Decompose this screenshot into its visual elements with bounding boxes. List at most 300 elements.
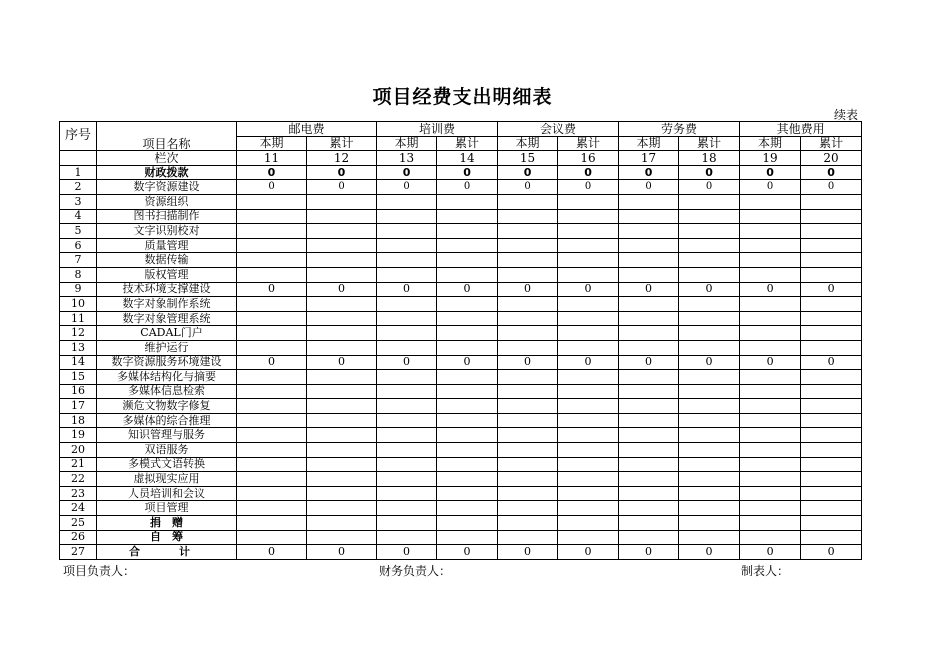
- row-value-cell: [801, 530, 862, 545]
- row-value-cell: [307, 238, 377, 253]
- row-value-cell: [619, 297, 679, 312]
- row-value-cell: [801, 501, 862, 516]
- table-row: [60, 194, 862, 209]
- header-name: 项目名称: [97, 122, 237, 151]
- table-row: [60, 501, 862, 516]
- row-value-cell: [377, 224, 437, 239]
- row-seq: 6: [60, 238, 97, 253]
- row-value-cell: [437, 399, 498, 414]
- row-value-cell: [437, 311, 498, 326]
- header-seq: 序号: [60, 122, 97, 151]
- row-value-cell: [437, 370, 498, 385]
- row-value-cell: [558, 530, 619, 545]
- row-value-cell: [498, 370, 558, 385]
- row-value-cell: [237, 399, 307, 414]
- row-item-name: 多模式文语转换: [97, 457, 237, 472]
- row-value-cell: [740, 501, 801, 516]
- row-value-cell: [437, 413, 498, 428]
- row-value-cell: [307, 311, 377, 326]
- row-item-name: 财政拨款: [97, 165, 237, 180]
- row-value-cell: [498, 443, 558, 458]
- row-value-cell: [437, 267, 498, 282]
- row-value-cell: [307, 486, 377, 501]
- row-value-cell: [679, 238, 740, 253]
- row-value-cell: 0: [437, 355, 498, 370]
- header-sub-current: 本期: [740, 136, 801, 151]
- row-value-cell: [558, 457, 619, 472]
- row-value-cell: [498, 326, 558, 341]
- row-seq: 12: [60, 326, 97, 341]
- row-value-cell: [307, 443, 377, 458]
- colnum-cell: 20: [801, 151, 862, 166]
- row-value-cell: 0: [619, 165, 679, 180]
- row-value-cell: [558, 516, 619, 531]
- row-value-cell: 0: [558, 355, 619, 370]
- row-item-name: 虚拟现实应用: [97, 472, 237, 487]
- table-row: [60, 545, 862, 560]
- row-value-cell: [377, 399, 437, 414]
- row-value-cell: [558, 486, 619, 501]
- row-value-cell: [237, 501, 307, 516]
- row-value-cell: 0: [558, 180, 619, 195]
- row-seq: 3: [60, 194, 97, 209]
- row-value-cell: [237, 516, 307, 531]
- row-value-cell: [377, 253, 437, 268]
- row-value-cell: [619, 486, 679, 501]
- row-value-cell: [377, 530, 437, 545]
- header-sub-cumulative: 累计: [307, 136, 377, 151]
- row-value-cell: [377, 472, 437, 487]
- row-item-name: 多媒体信息检索: [97, 384, 237, 399]
- row-value-cell: 0: [237, 545, 307, 560]
- row-value-cell: [237, 384, 307, 399]
- colnum-cell: 16: [558, 151, 619, 166]
- row-value-cell: 0: [307, 282, 377, 297]
- row-value-cell: [558, 501, 619, 516]
- row-value-cell: 0: [801, 282, 862, 297]
- row-value-cell: [619, 457, 679, 472]
- table-row: [60, 209, 862, 224]
- row-value-cell: [437, 209, 498, 224]
- header-sub-current: 本期: [619, 136, 679, 151]
- row-item-name: 双语服务: [97, 443, 237, 458]
- row-value-cell: [498, 413, 558, 428]
- table-row: [60, 370, 862, 385]
- row-value-cell: 0: [498, 180, 558, 195]
- row-value-cell: [437, 486, 498, 501]
- row-value-cell: 0: [558, 165, 619, 180]
- row-value-cell: [307, 209, 377, 224]
- row-value-cell: [237, 238, 307, 253]
- row-value-cell: [619, 194, 679, 209]
- header-sub-current: 本期: [498, 136, 558, 151]
- row-value-cell: [237, 297, 307, 312]
- row-seq: 8: [60, 267, 97, 282]
- row-value-cell: [377, 311, 437, 326]
- row-value-cell: [498, 516, 558, 531]
- row-value-cell: [307, 428, 377, 443]
- table-row: [60, 224, 862, 239]
- header-sub-cumulative: 累计: [801, 136, 862, 151]
- row-value-cell: [558, 443, 619, 458]
- row-seq: 4: [60, 209, 97, 224]
- row-value-cell: [740, 297, 801, 312]
- row-value-cell: [307, 399, 377, 414]
- table-row: [60, 486, 862, 501]
- row-value-cell: [237, 224, 307, 239]
- row-value-cell: [237, 457, 307, 472]
- row-value-cell: 0: [498, 355, 558, 370]
- row-value-cell: [237, 486, 307, 501]
- row-value-cell: 0: [498, 165, 558, 180]
- row-value-cell: [801, 443, 862, 458]
- row-seq: 17: [60, 399, 97, 414]
- header-group-meeting: 会议费: [498, 122, 619, 137]
- row-value-cell: [740, 209, 801, 224]
- row-value-cell: [679, 370, 740, 385]
- row-value-cell: 0: [237, 355, 307, 370]
- row-value-cell: [740, 224, 801, 239]
- row-seq: 25: [60, 516, 97, 531]
- header-sub-cumulative: 累计: [437, 136, 498, 151]
- row-value-cell: [679, 384, 740, 399]
- colnum-cell: 14: [437, 151, 498, 166]
- row-value-cell: [377, 340, 437, 355]
- row-item-name: CADAL门户: [97, 326, 237, 341]
- row-seq: 11: [60, 311, 97, 326]
- row-value-cell: [619, 311, 679, 326]
- row-value-cell: [558, 224, 619, 239]
- row-value-cell: [498, 297, 558, 312]
- row-item-name: 捐 赠: [97, 516, 237, 531]
- table-row: [60, 311, 862, 326]
- row-value-cell: 0: [307, 180, 377, 195]
- header-row-colnum: [60, 151, 862, 166]
- row-value-cell: [377, 370, 437, 385]
- row-value-cell: [740, 194, 801, 209]
- row-seq: 24: [60, 501, 97, 516]
- row-value-cell: [679, 311, 740, 326]
- row-value-cell: 0: [740, 180, 801, 195]
- row-value-cell: [498, 224, 558, 239]
- row-value-cell: [377, 443, 437, 458]
- row-value-cell: [558, 267, 619, 282]
- row-value-cell: [558, 238, 619, 253]
- row-value-cell: 0: [237, 180, 307, 195]
- row-item-name: 合 计: [97, 545, 237, 560]
- colnum-cell: 11: [237, 151, 307, 166]
- row-item-name: 维护运行: [97, 340, 237, 355]
- row-seq: 26: [60, 530, 97, 545]
- row-item-name: 图书扫描制作: [97, 209, 237, 224]
- row-seq: 16: [60, 384, 97, 399]
- row-item-name: 自 筹: [97, 530, 237, 545]
- row-value-cell: [801, 340, 862, 355]
- row-value-cell: [801, 516, 862, 531]
- row-value-cell: [619, 238, 679, 253]
- row-value-cell: [558, 370, 619, 385]
- row-item-name: 人员培训和会议: [97, 486, 237, 501]
- row-value-cell: [558, 399, 619, 414]
- row-seq: 9: [60, 282, 97, 297]
- row-value-cell: 0: [740, 165, 801, 180]
- row-seq: 15: [60, 370, 97, 385]
- row-value-cell: [558, 311, 619, 326]
- header-group-training: 培训费: [377, 122, 498, 137]
- table-row: [60, 326, 862, 341]
- row-value-cell: 0: [307, 545, 377, 560]
- row-value-cell: 0: [619, 355, 679, 370]
- row-value-cell: [679, 253, 740, 268]
- row-value-cell: [740, 413, 801, 428]
- row-value-cell: 0: [679, 545, 740, 560]
- footer-finance-lead: 财务负责人：: [379, 564, 452, 578]
- row-value-cell: 0: [307, 355, 377, 370]
- row-value-cell: [377, 209, 437, 224]
- row-item-name: 技术环境支撑建设: [97, 282, 237, 297]
- table-row: [60, 413, 862, 428]
- row-value-cell: [437, 238, 498, 253]
- row-seq: 21: [60, 457, 97, 472]
- row-value-cell: [801, 297, 862, 312]
- row-value-cell: [801, 267, 862, 282]
- row-seq: 22: [60, 472, 97, 487]
- row-value-cell: [307, 340, 377, 355]
- row-value-cell: [437, 501, 498, 516]
- footer-project-lead: 项目负责人：: [63, 564, 136, 578]
- row-item-name: 版权管理: [97, 267, 237, 282]
- row-seq: 23: [60, 486, 97, 501]
- row-value-cell: [619, 530, 679, 545]
- row-value-cell: 0: [619, 180, 679, 195]
- table-row: [60, 297, 862, 312]
- table-row: [60, 355, 862, 370]
- table-row: [60, 530, 862, 545]
- table-row: [60, 399, 862, 414]
- row-value-cell: [619, 516, 679, 531]
- row-value-cell: [307, 194, 377, 209]
- row-item-name: 数据传输: [97, 253, 237, 268]
- table-row: [60, 267, 862, 282]
- colnum-cell: 12: [307, 151, 377, 166]
- row-value-cell: [498, 311, 558, 326]
- row-value-cell: [679, 457, 740, 472]
- row-value-cell: [498, 194, 558, 209]
- table-row: [60, 443, 862, 458]
- row-value-cell: [307, 530, 377, 545]
- table-row: [60, 384, 862, 399]
- row-value-cell: [679, 530, 740, 545]
- row-item-name: 资源组织: [97, 194, 237, 209]
- row-value-cell: 0: [307, 165, 377, 180]
- header-col-label: 栏次: [97, 151, 237, 166]
- row-value-cell: [740, 457, 801, 472]
- header-row-groups: [60, 122, 862, 137]
- row-value-cell: [558, 297, 619, 312]
- row-item-name: 文字识别校对: [97, 224, 237, 239]
- row-value-cell: [740, 443, 801, 458]
- table-row: [60, 457, 862, 472]
- row-value-cell: [377, 194, 437, 209]
- header-sub-cumulative: 累计: [679, 136, 740, 151]
- row-value-cell: [679, 486, 740, 501]
- row-value-cell: 0: [558, 282, 619, 297]
- row-seq: 2: [60, 180, 97, 195]
- colnum-cell: 13: [377, 151, 437, 166]
- row-value-cell: [619, 209, 679, 224]
- row-item-name: 多媒体的综合推理: [97, 413, 237, 428]
- row-value-cell: [498, 472, 558, 487]
- row-value-cell: [237, 311, 307, 326]
- row-value-cell: [740, 370, 801, 385]
- row-value-cell: [437, 530, 498, 545]
- row-value-cell: [237, 443, 307, 458]
- row-value-cell: [437, 326, 498, 341]
- row-value-cell: [619, 443, 679, 458]
- row-item-name: 数字资源建设: [97, 180, 237, 195]
- row-value-cell: 0: [437, 165, 498, 180]
- row-value-cell: [237, 194, 307, 209]
- table-row: [60, 340, 862, 355]
- row-seq: 19: [60, 428, 97, 443]
- row-value-cell: [801, 486, 862, 501]
- table-row: [60, 472, 862, 487]
- row-value-cell: [307, 370, 377, 385]
- row-value-cell: [307, 326, 377, 341]
- row-value-cell: 0: [619, 545, 679, 560]
- row-value-cell: [437, 253, 498, 268]
- header-sub-cumulative: 累计: [558, 136, 619, 151]
- row-value-cell: [498, 428, 558, 443]
- row-value-cell: [237, 209, 307, 224]
- row-value-cell: [437, 297, 498, 312]
- row-value-cell: [307, 297, 377, 312]
- table-row: [60, 253, 862, 268]
- row-value-cell: [679, 472, 740, 487]
- row-value-cell: 0: [740, 282, 801, 297]
- row-value-cell: 0: [679, 355, 740, 370]
- header-group-labor: 劳务费: [619, 122, 740, 137]
- row-seq: 7: [60, 253, 97, 268]
- table-row: [60, 282, 862, 297]
- row-value-cell: [740, 486, 801, 501]
- row-value-cell: [558, 340, 619, 355]
- row-value-cell: [307, 516, 377, 531]
- colnum-cell: 19: [740, 151, 801, 166]
- row-value-cell: [619, 370, 679, 385]
- row-value-cell: [437, 443, 498, 458]
- row-value-cell: [679, 501, 740, 516]
- row-item-name: 知识管理与服务: [97, 428, 237, 443]
- table-row: [60, 428, 862, 443]
- row-value-cell: [619, 472, 679, 487]
- row-seq: 5: [60, 224, 97, 239]
- row-value-cell: 0: [801, 355, 862, 370]
- row-value-cell: [377, 297, 437, 312]
- row-value-cell: [619, 253, 679, 268]
- row-value-cell: [437, 472, 498, 487]
- row-value-cell: [801, 253, 862, 268]
- row-value-cell: [437, 516, 498, 531]
- row-value-cell: [437, 457, 498, 472]
- row-value-cell: [801, 413, 862, 428]
- row-value-cell: [237, 326, 307, 341]
- row-value-cell: [679, 267, 740, 282]
- row-value-cell: 0: [437, 282, 498, 297]
- row-value-cell: 0: [740, 355, 801, 370]
- row-value-cell: [801, 384, 862, 399]
- row-value-cell: [558, 428, 619, 443]
- row-value-cell: [307, 267, 377, 282]
- row-value-cell: [498, 209, 558, 224]
- page-title: 项目经费支出明细表: [372, 86, 553, 108]
- row-value-cell: [740, 326, 801, 341]
- row-value-cell: [237, 530, 307, 545]
- row-value-cell: [740, 530, 801, 545]
- row-value-cell: [801, 224, 862, 239]
- row-value-cell: [801, 238, 862, 253]
- row-value-cell: [740, 516, 801, 531]
- row-value-cell: [437, 194, 498, 209]
- row-value-cell: [740, 267, 801, 282]
- row-value-cell: [377, 516, 437, 531]
- row-value-cell: [740, 399, 801, 414]
- row-value-cell: [558, 194, 619, 209]
- row-value-cell: [740, 340, 801, 355]
- row-value-cell: [307, 457, 377, 472]
- row-value-cell: [801, 370, 862, 385]
- row-value-cell: [237, 267, 307, 282]
- header-sub-current: 本期: [377, 136, 437, 151]
- row-value-cell: [679, 297, 740, 312]
- header-group-postal: 邮电费: [237, 122, 377, 137]
- row-value-cell: 0: [377, 545, 437, 560]
- row-value-cell: [679, 224, 740, 239]
- row-value-cell: [498, 384, 558, 399]
- row-value-cell: [237, 428, 307, 443]
- row-value-cell: [801, 194, 862, 209]
- row-value-cell: [307, 253, 377, 268]
- row-value-cell: 0: [801, 545, 862, 560]
- row-item-name: 多媒体结构化与摘要: [97, 370, 237, 385]
- row-value-cell: [377, 326, 437, 341]
- row-value-cell: [801, 472, 862, 487]
- row-seq: 1: [60, 165, 97, 180]
- row-value-cell: [377, 428, 437, 443]
- row-seq: 13: [60, 340, 97, 355]
- row-value-cell: [437, 340, 498, 355]
- row-value-cell: [558, 413, 619, 428]
- row-value-cell: 0: [437, 180, 498, 195]
- row-value-cell: [619, 428, 679, 443]
- row-value-cell: [801, 326, 862, 341]
- row-value-cell: 0: [558, 545, 619, 560]
- row-value-cell: 0: [437, 545, 498, 560]
- row-value-cell: [498, 340, 558, 355]
- row-value-cell: [307, 224, 377, 239]
- row-value-cell: [498, 399, 558, 414]
- row-item-name: 濒危文物数字修复: [97, 399, 237, 414]
- row-value-cell: [679, 413, 740, 428]
- table-row: [60, 516, 862, 531]
- table-row: [60, 238, 862, 253]
- row-value-cell: [679, 340, 740, 355]
- row-value-cell: [237, 413, 307, 428]
- row-value-cell: [801, 428, 862, 443]
- row-value-cell: 0: [498, 545, 558, 560]
- row-value-cell: 0: [740, 545, 801, 560]
- row-value-cell: 0: [237, 282, 307, 297]
